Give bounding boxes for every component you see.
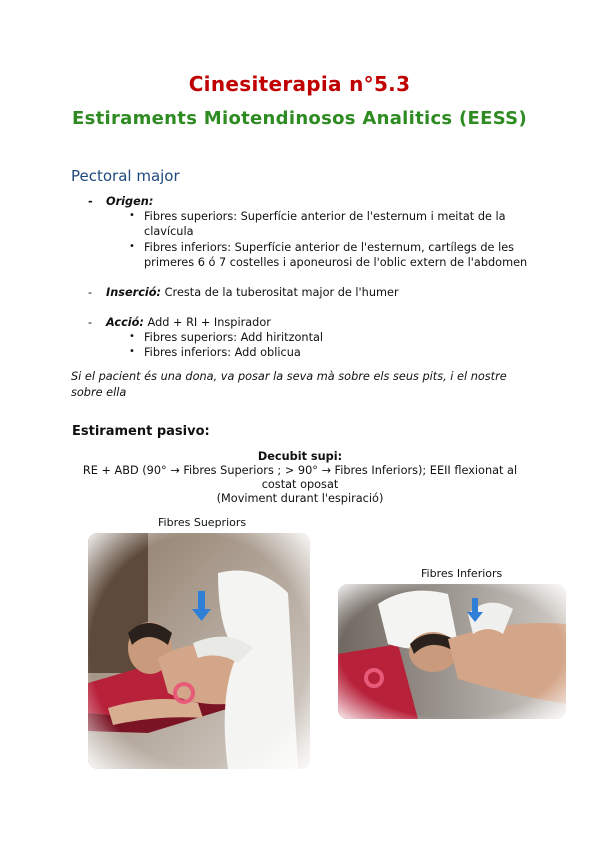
- accio-item-1: Fibres superiors: Add hiritzontal: [144, 331, 324, 344]
- insercio-label: Inserció:: [106, 286, 162, 299]
- origen-label: Origen:: [106, 195, 154, 208]
- photo-fibres-superiors: [88, 533, 310, 769]
- origen-item-2-line-1: Fibres inferiors: Superfície anterior de l'esternum, cartílegs de les: [144, 241, 515, 254]
- bullet-dot: •: [129, 346, 135, 357]
- origen-item-2-line-2: primeres 6 ó 7 costelles i aponeurosi de l'oblic extern de l'abdomen: [144, 256, 528, 269]
- insercio-line: [106, 286, 399, 300]
- stretch-line-3: (Moviment durant l'espiració): [216, 492, 384, 505]
- page-subtitle: Estiraments Miotendinosos Analitics (EESS): [72, 108, 527, 129]
- origen-item-1-line-1: Fibres superiors: Superfície anterior de l'esternum i meitat de la: [144, 210, 506, 223]
- page-title: Cinesiterapia n°5.3: [188, 72, 411, 96]
- accio-label: Acció:: [106, 316, 144, 329]
- dash-bullet: -: [88, 195, 93, 208]
- bullet-dot: •: [129, 241, 135, 252]
- stretch-heading: Estirament pasivo:: [72, 424, 210, 439]
- stretch-line-2: costat oposat: [261, 478, 339, 491]
- photo-fibres-inferiors: [338, 584, 566, 719]
- dash-bullet: -: [88, 316, 93, 329]
- accio-text: Add + RI + Inspirador: [147, 316, 271, 329]
- accio-line: [106, 316, 271, 330]
- stretch-line-1: RE + ABD (90° → Fibres Superiors ; > 90° → Fibres Inferiors); EEII flexionat al: [82, 464, 518, 477]
- origen-item-1-line-2: clavícula: [144, 225, 194, 238]
- insercio-text: Cresta de la tuberositat major de l'humer: [164, 286, 399, 299]
- note-line-1: Si el pacient és una dona, va posar la seva mà sobre els seus pits, i el nostre: [71, 370, 507, 383]
- dash-bullet: -: [88, 286, 93, 299]
- position-label: Decubit supi:: [257, 450, 343, 463]
- right-figure-caption: Fibres Inferiors: [421, 567, 503, 580]
- section-heading: Pectoral major: [71, 167, 180, 185]
- bullet-dot: •: [129, 210, 135, 221]
- note-line-2: sobre ella: [71, 386, 127, 399]
- bullet-dot: •: [129, 331, 135, 342]
- accio-item-2: Fibres inferiors: Add oblicua: [144, 346, 301, 359]
- left-figure-caption: Fibres Suepriors: [158, 516, 247, 529]
